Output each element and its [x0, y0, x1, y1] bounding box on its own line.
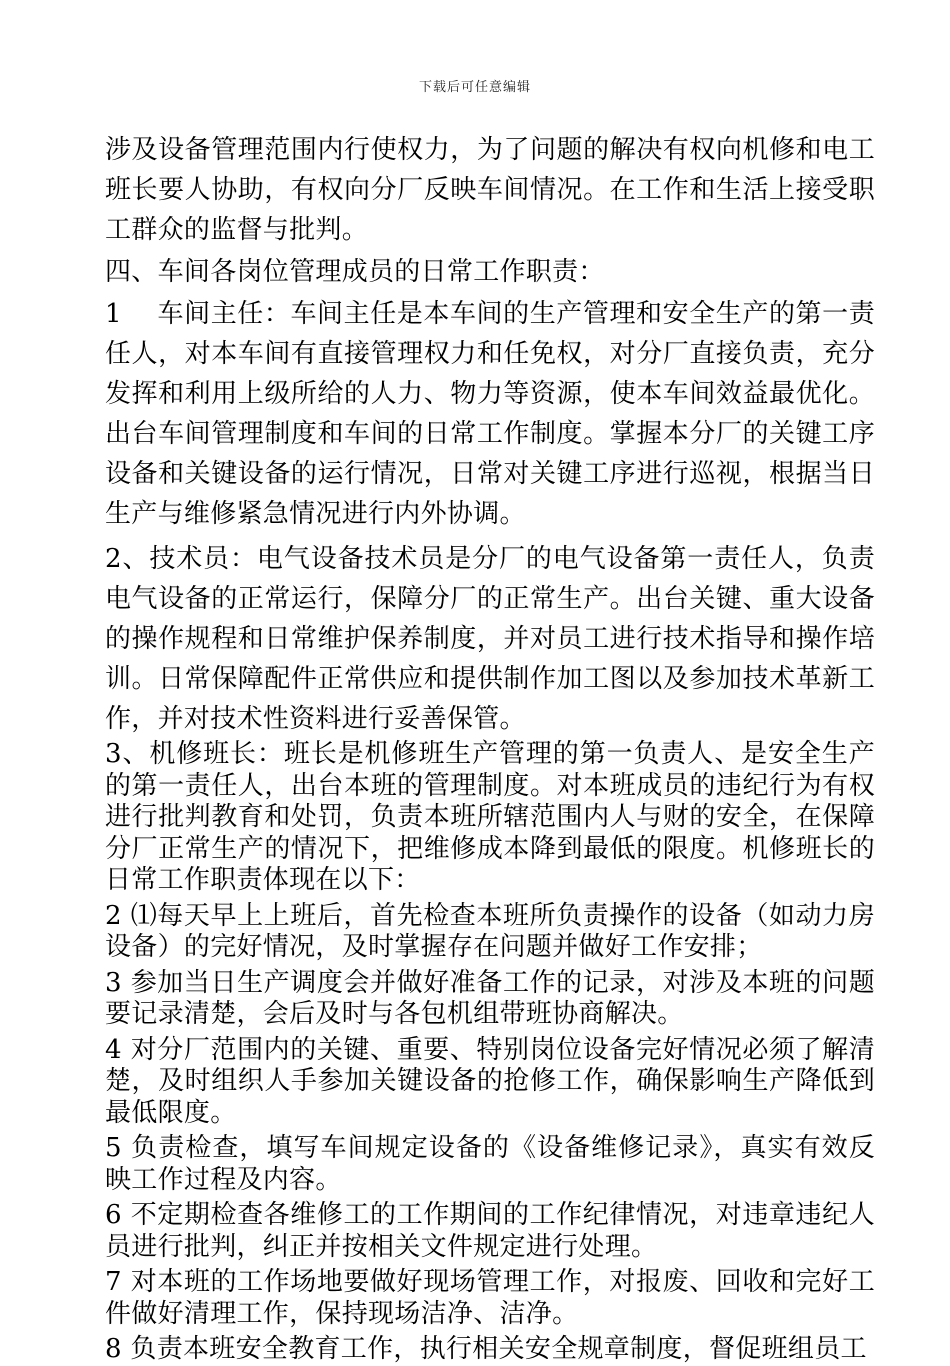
list-item-site-management: 7 对本班的工作场地要做好现场管理工作，对报废、回收和完好工件做好清理工作，保持现场洁净、洁净。 — [105, 1267, 875, 1329]
list-item-key-equipment: 4 对分厂范围内的关键、重要、特别岗位设备完好情况必须了解清楚，及时组织人手参加关键设备的抢修工作，确保影响生产降低到最低限度。 — [105, 1034, 875, 1128]
list-item-discipline-check: 6 不定期检查各维修工的工作期间的工作纪律情况，对违章违纪人员进行批判，纠正并按相关文件规定进行处理。 — [105, 1200, 875, 1262]
section-heading-duties: 四、车间各岗位管理成员的日常工作职责： — [105, 257, 605, 287]
paragraph-device-authority: 涉及设备管理范围内行使权力，为了问题的解决有权向机修和电工班长要人协助，有权向分厂反映车间情况。在工作和生活上接受职工群众的监督与批判。 — [105, 135, 875, 245]
paragraph-workshop-director: 1 车间主任：车间主任是本车间的生产管理和安全生产的第一责任人，对本车间有直接管理权力和任免权，对分厂直接负责，充分发挥和利用上级所给的人力、物力等资源，使本车间效益最优化。出台车间管理制度和车间的日常工作制度。掌握本分厂的关键工序设备和关键设备的运行情况，日常对关键工序进行巡视，根据当日生产与维修紧急情况进行内外协调。 — [105, 299, 875, 529]
paragraph-maintenance-leader: 3、机修班长：班长是机修班生产管理的第一负责人、是安全生产的第一责任人，出台本班的管理制度。对本班成员的违纪行为有权进行批判教育和处罚，负责本班所辖范围内人与财的安全，在保障分厂正常生产的情况下，把维修成本降到最低的限度。机修班长的日常工作职责体现在以下： — [105, 739, 875, 895]
page-header: 下载后可任意编辑 — [418, 80, 531, 95]
list-item-daily-check: 2 ⑴每天早上上班后，首先检查本班所负责操作的设备（如动力房设备）的完好情况，及时掌握存在问题并做好工作安排； — [105, 900, 875, 962]
document-body — [105, 130, 875, 1366]
list-item-dispatch-meeting: 3 参加当日生产调度会并做好准备工作的记录，对涉及本班的问题要记录清楚，会后及时与各包机组带班协商解决。 — [105, 967, 875, 1029]
list-item-maintenance-record: 5 负责检查，填写车间规定设备的《设备维修记录》，真实有效反映工作过程及内容。 — [105, 1133, 875, 1195]
paragraph-technician: 2、技术员：电气设备技术员是分厂的电气设备第一责任人，负责电气设备的正常运行，保障分厂的正常生产。出台关键、重大设备的操作规程和日常维护保养制度，并对员工进行技术指导和操作培训。日常保障配件正常供应和提供制作加工图以及参加技术革新工作，并对技术性资料进行妥善保管。 — [105, 544, 875, 734]
list-item-safety-education: 8 负责本班安全教育工作，执行相关安全规章制度，督促班组员工 — [105, 1334, 867, 1364]
